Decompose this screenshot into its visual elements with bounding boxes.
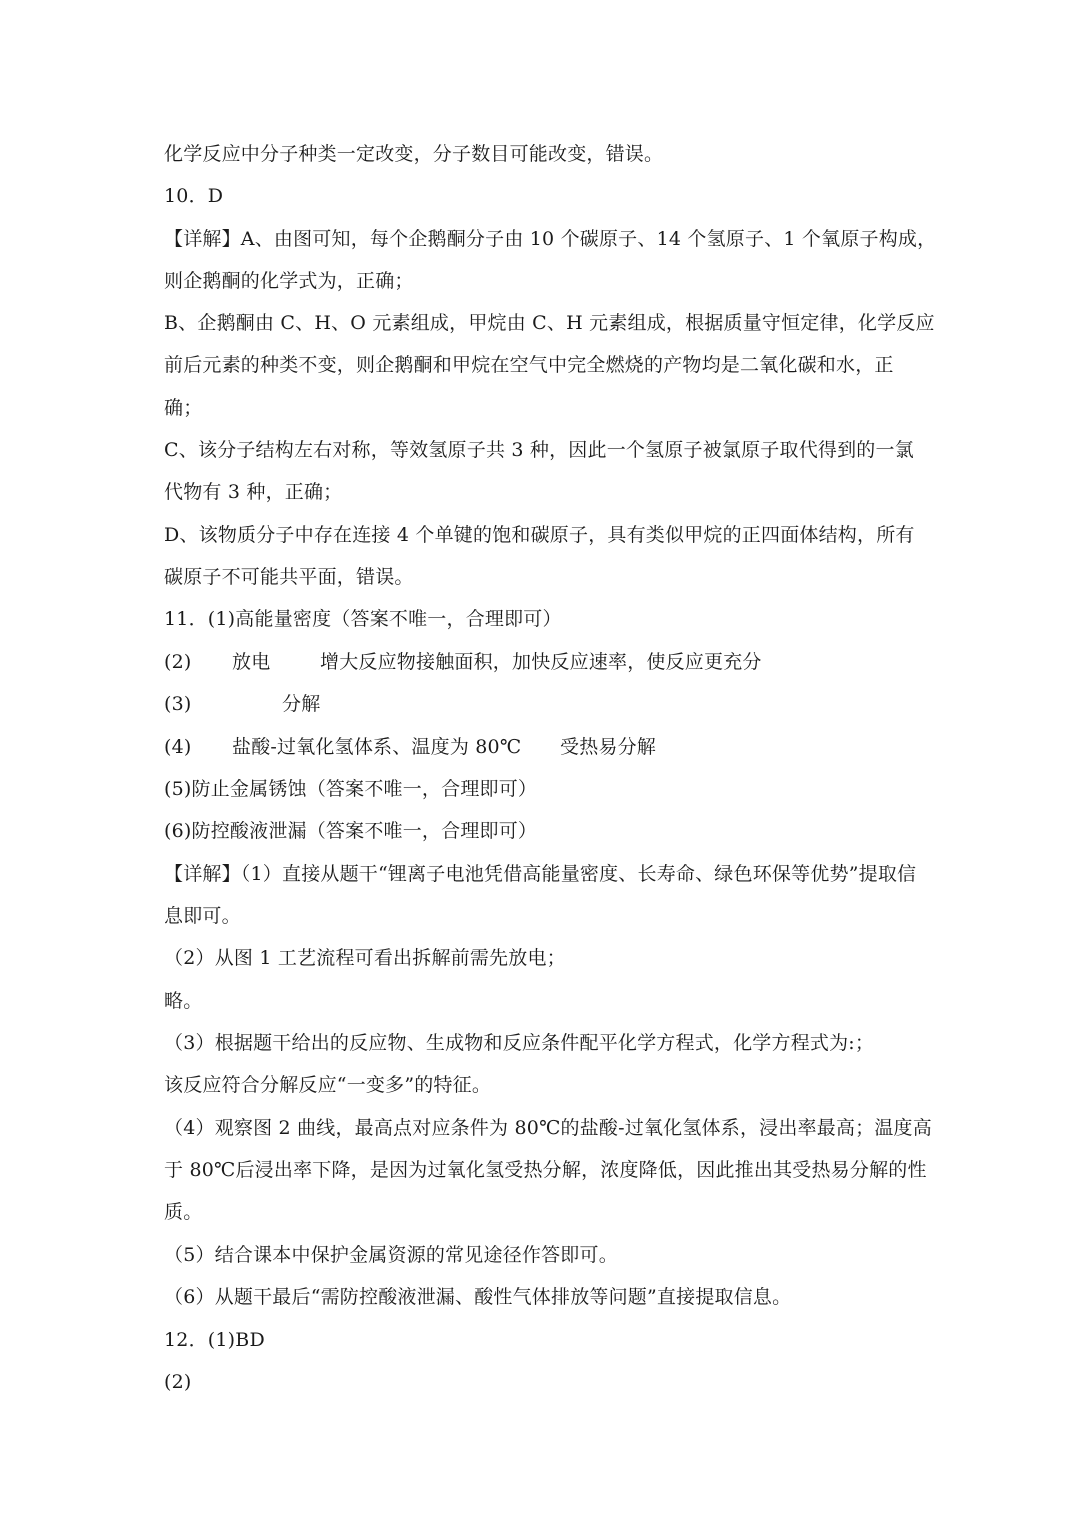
- answer-blank: 增大反应物接触面积，加快反应速率，使反应更充分: [320, 651, 762, 673]
- text-line: D、该物质分子中存在连接 4 个单键的饱和碳原子，具有类似甲烷的正四面体结构，所有: [164, 524, 915, 546]
- answer-blank: 盐酸-过氧化氢体系、温度为 80℃: [232, 736, 522, 758]
- text-line: 该反应符合分解反应“一变多”的特征。: [164, 1074, 492, 1096]
- answer-number: (4): [164, 736, 192, 758]
- text-line: 碳原子不可能共平面，错误。: [164, 566, 414, 588]
- text-line: 则企鹅酮的化学式为，正确；: [164, 270, 414, 292]
- text-line: 前后元素的种类不变，则企鹅酮和甲烷在空气中完全燃烧的产物均是二氧化碳和水，正: [164, 354, 894, 376]
- text-line: B、企鹅酮由 C、H、O 元素组成，甲烷由 C、H 元素组成，根据质量守恒定律，化学反应: [164, 312, 935, 334]
- answer-number: (2): [164, 651, 192, 673]
- text-line: 化学反应中分子种类一定改变，分子数目可能改变，错误。: [164, 143, 664, 165]
- text-line: 息即可。: [164, 905, 241, 927]
- question-12-answer-1: 12．(1)BD: [164, 1329, 265, 1351]
- question-11-answer-1: 11．(1)高能量密度（答案不唯一，合理即可）: [164, 608, 562, 630]
- question-10-answer: 10．D: [164, 185, 224, 207]
- text-line: 【详解】（1）直接从题干“锂离子电池凭借高能量密度、长寿命、绿色环保等优势”提取信: [164, 863, 917, 885]
- text-line: 于 80℃后浸出率下降，是因为过氧化氢受热分解，浓度降低，因此推出其受热易分解的性: [164, 1159, 927, 1181]
- text-line: （2）从图 1 工艺流程可看出拆解前需先放电；: [164, 947, 566, 969]
- answer-number: (3): [164, 693, 192, 715]
- text-line: 【详解】A、由图可知，每个企鹅酮分子由 10 个碳原子、14 个氢原子、1 个氧原子构成，: [164, 228, 937, 250]
- text-line: 确；: [164, 397, 203, 419]
- text-line: （6）从题干最后“需防控酸液泄漏、酸性气体排放等问题”直接提取信息。: [164, 1286, 792, 1308]
- text-line: （3）根据题干给出的反应物、生成物和反应条件配平化学方程式，化学方程式为:；: [164, 1032, 875, 1054]
- answer-blank: 分解: [282, 693, 321, 715]
- text-line: （4）观察图 2 曲线，最高点对应条件为 80℃的盐酸-过氧化氢体系，浸出率最高；温度高: [164, 1117, 932, 1139]
- answer-number: (2): [164, 1371, 192, 1393]
- answer-blank: 受热易分解: [560, 736, 657, 758]
- text-line: (5)防止金属锈蚀（答案不唯一，合理即可）: [164, 778, 538, 800]
- text-line: C、该分子结构左右对称，等效氢原子共 3 种，因此一个氢原子被氯原子取代得到的一氯: [164, 439, 914, 461]
- text-line: （5）结合课本中保护金属资源的常见途径作答即可。: [164, 1244, 618, 1266]
- text-line: 代物有 3 种，正确；: [164, 481, 343, 503]
- text-line: (6)防控酸液泄漏（答案不唯一，合理即可）: [164, 820, 538, 842]
- answer-blank: 放电: [232, 651, 271, 673]
- text-line: 略。: [164, 990, 203, 1012]
- text-line: 质。: [164, 1201, 203, 1223]
